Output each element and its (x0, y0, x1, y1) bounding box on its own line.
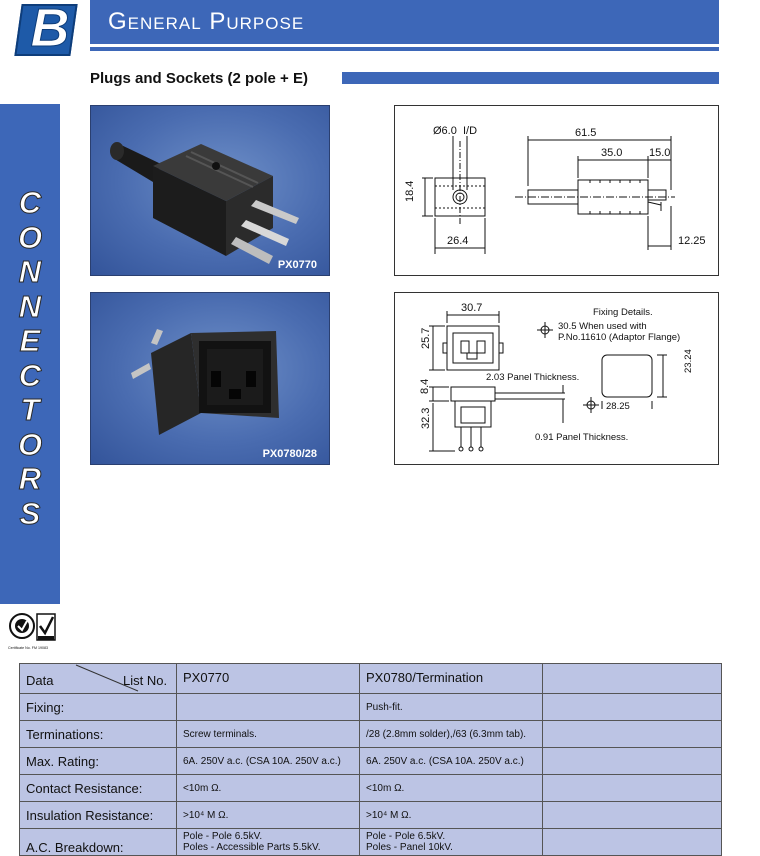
section-title: Plugs and Sockets (2 pole + E) (90, 70, 308, 87)
header-data-list (20, 664, 177, 694)
plug-dimension-drawing (394, 105, 719, 276)
dim-pin-length: 15.0 (649, 147, 671, 159)
row-label: Max. Rating: (20, 748, 177, 775)
certificate-number: Certificate No. FM 19083 (8, 646, 48, 650)
side-letter: R (18, 461, 42, 496)
row-label: Contact Resistance: (20, 775, 177, 802)
specification-table (19, 663, 722, 856)
table-row (20, 721, 722, 748)
side-letter: N (18, 254, 42, 289)
cell-px0770: >10⁴ M Ω. (177, 802, 360, 829)
dim-cutout-height: 23.24 (683, 349, 694, 373)
cell-px0780: 6A. 250V a.c. (CSA 10A. 250V a.c.) (360, 748, 543, 775)
cell-empty (543, 802, 722, 829)
side-letter: C (18, 185, 42, 220)
table-row (20, 748, 722, 775)
product-code-px0780: PX0780/28 (262, 448, 317, 460)
logo-letter: B (30, 0, 70, 58)
dim-height: 18.4 (404, 180, 416, 202)
row-label: Terminations: (20, 721, 177, 748)
cell-px0770: <10m Ω. (177, 775, 360, 802)
cell-empty (543, 829, 722, 856)
side-letter: T (20, 392, 40, 427)
cell-px0780: /28 (2.8mm solder),/63 (6.3mm tab). (360, 721, 543, 748)
table-row (20, 802, 722, 829)
cell-px0780: >10⁴ M Ω. (360, 802, 543, 829)
header-px0780: PX0780/Termination (360, 664, 543, 694)
socket-illustration (91, 293, 329, 464)
certification-mark (8, 608, 60, 652)
row-label: Fixing: (20, 694, 177, 721)
cell-px0780: <10m Ω. (360, 775, 543, 802)
cell-px0780: Push-fit. (360, 694, 543, 721)
side-letter: N (18, 288, 42, 324)
cell-empty (543, 721, 722, 748)
section-rule (342, 72, 719, 84)
dim-total-length: 61.5 (575, 127, 597, 139)
cell-px0770 (177, 829, 360, 856)
table-header-row (20, 664, 722, 694)
side-letter: C (18, 357, 42, 393)
header-rule (90, 47, 719, 51)
cell-px0770 (177, 694, 360, 721)
dim-top-width: 30.7 (461, 302, 483, 314)
cell-empty (543, 775, 722, 802)
side-letter: S (19, 495, 41, 531)
header-empty (543, 664, 722, 694)
side-letter: E (19, 323, 41, 358)
row-label: A.C. Breakdown: (20, 829, 177, 856)
fixing-note-line2: P.No.11610 (Adaptor Flange) (558, 332, 681, 343)
socket-dimension-drawing (394, 292, 719, 465)
page-title: General Purpose (108, 8, 305, 35)
dim-diameter: Ø6.0 (433, 125, 457, 137)
fixing-note-line1: 30.5 When used with (558, 321, 647, 332)
cell-px0770: 6A. 250V a.c. (CSA 10A. 250V a.c.) (177, 748, 360, 775)
dim-body-depth: 32.3 (420, 407, 432, 429)
table-row (20, 829, 722, 856)
panel-thickness-max: 2.03 Panel Thickness. (486, 372, 580, 383)
cell-line: Poles - Accessible Parts 5.5kV. (183, 842, 321, 853)
socket-dimension-diagram (395, 293, 718, 464)
dim-cutout-width: 28.25 (606, 401, 630, 412)
dim-flange-height: 8.4 (419, 378, 431, 394)
panel-thickness-min: 0.91 Panel Thickness. (535, 432, 629, 443)
plug-dimension-diagram (395, 106, 718, 275)
dim-front-height: 25.7 (420, 327, 432, 349)
dim-id: I/D (463, 125, 478, 137)
table-row (20, 775, 722, 802)
header-data: Data (26, 673, 54, 688)
header-px0770: PX0770 (177, 664, 360, 694)
cell-empty (543, 748, 722, 775)
row-label: Insulation Resistance: (20, 802, 177, 829)
side-letter: O (17, 219, 43, 255)
dim-pin-offset: 12.25 (678, 235, 706, 247)
table-row (20, 694, 722, 721)
cell-line: Poles - Panel 10kV. (366, 842, 453, 853)
cell-empty (543, 694, 722, 721)
cell-line: Pole - Pole 6.5kV. (183, 831, 263, 842)
side-category-label (0, 186, 60, 531)
cell-px0770: Screw terminals. (177, 721, 360, 748)
header-list-no: List No. (123, 673, 168, 688)
plug-photo (90, 105, 330, 276)
product-code-px0770: PX0770 (277, 259, 317, 271)
side-letter: O (17, 426, 43, 462)
plug-illustration (91, 106, 329, 275)
socket-photo (90, 292, 330, 465)
dim-body-length: 35.0 (601, 147, 623, 159)
dim-width: 26.4 (447, 235, 469, 247)
cell-px0780 (360, 829, 543, 856)
cell-line: Pole - Pole 6.5kV. (366, 831, 446, 842)
fixing-title: Fixing Details. (593, 307, 653, 318)
